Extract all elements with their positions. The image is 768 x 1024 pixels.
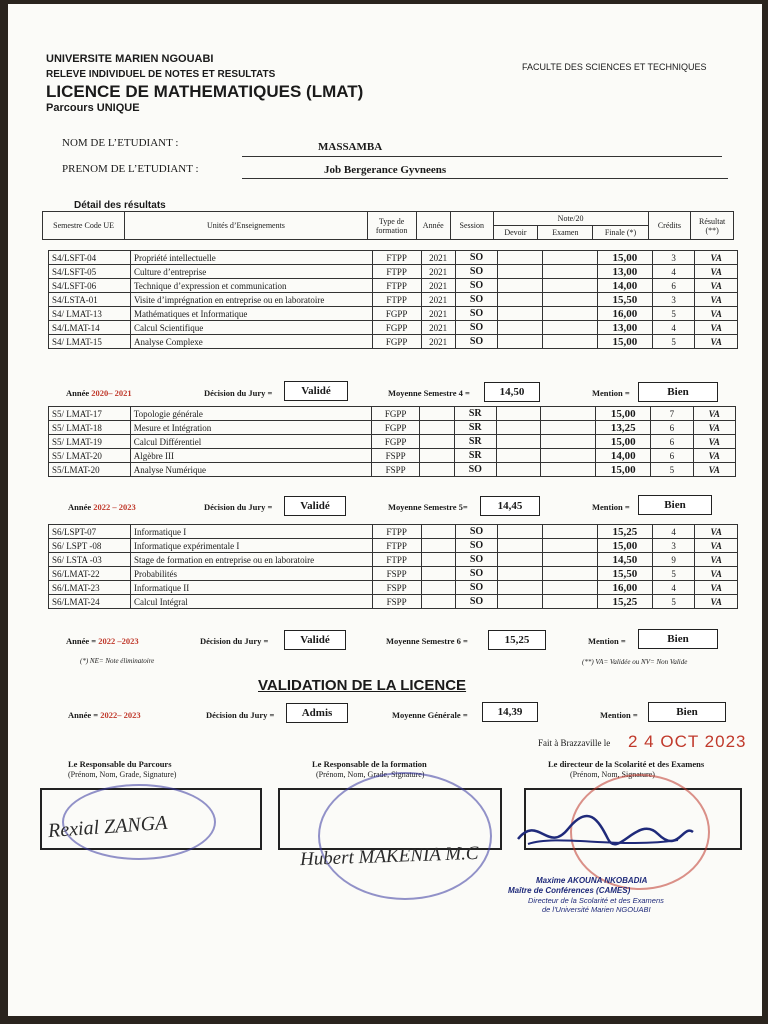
student-name: MASSAMBA	[318, 141, 383, 153]
student-firstname-label: PRENOM DE L’ETUDIANT :	[62, 163, 199, 175]
ue-year: 2021	[421, 293, 455, 307]
details-title: Détail des résultats	[74, 200, 166, 211]
ue-result: VA	[695, 335, 738, 349]
grade-devoir	[496, 463, 540, 477]
grade-devoir	[496, 421, 540, 435]
ue-session: SR	[454, 407, 496, 421]
grade-examen	[542, 321, 597, 335]
ue-session: SO	[455, 595, 498, 609]
ue-name: Technique d’expression et communication	[130, 279, 372, 293]
ue-year	[420, 407, 454, 421]
ue-result: VA	[695, 567, 738, 581]
ue-name: Stage de formation en entreprise ou en laboratoire	[130, 553, 372, 567]
ue-year	[421, 595, 455, 609]
student-firstname: Job Bergerance Gyvneens	[324, 164, 447, 176]
director-role: Directeur de la Scolarité et des Examens	[528, 896, 664, 905]
director-grade: Maître de Conférences (CAMES)	[508, 886, 631, 895]
ue-name: Probabilités	[130, 567, 372, 581]
ue-name: Mathématiques et Informatique	[130, 307, 372, 321]
col-devoir: Devoir	[493, 226, 538, 240]
grade-examen	[541, 435, 596, 449]
grade-devoir	[498, 553, 543, 567]
ue-name: Analyse Numérique	[130, 463, 371, 477]
sem5-mention: Bien	[638, 495, 712, 515]
final-jury-decision: Admis	[286, 703, 348, 723]
grade-final: 13,25	[596, 421, 651, 435]
grade-examen	[542, 279, 597, 293]
sem5-average: 14,45	[480, 496, 540, 516]
ue-name: Algèbre III	[130, 449, 371, 463]
grade-final: 14,00	[596, 449, 651, 463]
date-stamp: 2 4 OCT 2023	[628, 732, 747, 751]
ue-code: S5/LMAT-20	[49, 463, 131, 477]
table-row	[49, 407, 736, 421]
grade-examen	[542, 335, 597, 349]
ue-name: Calcul Intégral	[130, 595, 372, 609]
sem4-jury-decision: Validé	[284, 381, 348, 401]
table-row	[49, 567, 738, 581]
col-code: Semestre Code UE	[43, 212, 125, 240]
grade-devoir	[498, 321, 543, 335]
grade-examen	[542, 525, 597, 539]
ue-result: VA	[693, 421, 735, 435]
semester-5-table	[48, 406, 736, 477]
table-row	[49, 307, 738, 321]
ue-code: S6/ LSTA -03	[49, 553, 131, 567]
grade-devoir	[496, 407, 540, 421]
sem4-mention-label: Mention =	[592, 388, 630, 398]
sem6-average-label: Moyenne Semestre 6 =	[386, 636, 468, 646]
ue-credits: 5	[652, 307, 695, 321]
ue-year: 2021	[421, 321, 455, 335]
ue-credits: 3	[652, 251, 695, 265]
formation-type: FGPP	[371, 407, 420, 421]
final-average: 14,39	[482, 702, 538, 722]
results-table-header	[42, 211, 734, 240]
ue-year	[421, 525, 455, 539]
sem5-mention-label: Mention =	[592, 502, 630, 512]
grade-devoir	[498, 335, 543, 349]
firstname-underline	[242, 178, 728, 179]
formation-type: FSPP	[372, 595, 421, 609]
grade-examen	[542, 265, 597, 279]
signatory-2-title: Le Responsable de la formation	[312, 759, 427, 769]
grade-final: 15,50	[597, 293, 652, 307]
col-examen: Examen	[538, 226, 593, 240]
ue-name: Culture d’entreprise	[130, 265, 372, 279]
formation-type: FGPP	[372, 321, 421, 335]
table-row	[49, 279, 738, 293]
signatory-3-title: Le directeur de la Scolarité et des Examens	[548, 759, 705, 769]
signature-3-scribble	[508, 794, 698, 864]
signature-2-handwriting: Hubert MAKENIA M.C	[299, 842, 479, 871]
sem5-jury-decision: Validé	[284, 496, 346, 516]
ue-session: SO	[455, 251, 498, 265]
table-row	[49, 449, 736, 463]
ue-code: S6/ LSPT -08	[49, 539, 131, 553]
ue-name: Analyse Complexe	[130, 335, 372, 349]
grade-devoir	[498, 293, 543, 307]
sem6-year: Année = 2022 –2023	[66, 636, 139, 646]
ue-year	[421, 581, 455, 595]
grade-final: 15,50	[597, 567, 652, 581]
formation-type: FGPP	[372, 307, 421, 321]
semester-4-table	[48, 250, 738, 349]
ue-result: VA	[693, 435, 735, 449]
ue-name: Informatique I	[130, 525, 372, 539]
ue-credits: 3	[652, 293, 695, 307]
ue-session: SO	[454, 463, 496, 477]
signature-1-handwriting: Rexial ZANGA	[47, 811, 169, 843]
ue-code: S5/ LMAT-18	[49, 421, 131, 435]
ue-year: 2021	[421, 265, 455, 279]
ue-session: SR	[454, 449, 496, 463]
table-row	[49, 595, 738, 609]
faculty-name: FACULTE DES SCIENCES ET TECHNIQUES	[522, 62, 707, 72]
formation-type: FSPP	[372, 581, 421, 595]
document-type: RELEVE INDIVIDUEL DE NOTES ET RESULTATS	[46, 69, 276, 80]
ue-code: S4/ LMAT-13	[49, 307, 131, 321]
final-mention-label: Mention =	[600, 710, 638, 720]
grade-devoir	[498, 595, 543, 609]
ue-credits: 7	[651, 407, 693, 421]
grade-devoir	[496, 435, 540, 449]
ue-result: VA	[693, 407, 735, 421]
grade-examen	[541, 463, 596, 477]
official-stamp-2	[318, 772, 492, 900]
ue-session: SR	[454, 421, 496, 435]
grade-final: 13,00	[597, 265, 652, 279]
ue-result: VA	[695, 279, 738, 293]
ue-name: Visite d’imprégnation en entreprise ou en laboratoire	[130, 293, 372, 307]
formation-type: FTPP	[372, 293, 421, 307]
col-credits: Crédits	[648, 212, 691, 240]
grade-examen	[542, 293, 597, 307]
ue-session: SO	[455, 581, 498, 595]
formation-type: FGPP	[372, 335, 421, 349]
degree-title: LICENCE DE MATHEMATIQUES (LMAT)	[46, 82, 364, 101]
formation-type: FGPP	[371, 435, 420, 449]
university-name: UNIVERSITE MARIEN NGOUABI	[46, 53, 214, 65]
ue-credits: 4	[652, 265, 695, 279]
ue-code: S6/LSPT-07	[49, 525, 131, 539]
signatory-3-sub: (Prénom, Nom, Signature)	[570, 770, 655, 779]
grade-examen	[541, 421, 596, 435]
sem5-average-label: Moyenne Semestre 5=	[388, 502, 468, 512]
ue-code: S6/LMAT-23	[49, 581, 131, 595]
col-result: Résultat (**)	[691, 212, 734, 240]
col-unit: Unités d’Enseignements	[125, 212, 367, 240]
grade-devoir	[498, 307, 543, 321]
grade-examen	[541, 449, 596, 463]
ue-credits: 6	[651, 449, 693, 463]
ue-name: Calcul Scientifique	[130, 321, 372, 335]
track-label: Parcours UNIQUE	[46, 102, 140, 114]
ue-name: Mesure et Intégration	[130, 421, 371, 435]
ue-code: S6/LMAT-24	[49, 595, 131, 609]
director-institution: de l'Université Marien NGOUABI	[542, 905, 651, 914]
final-jury-label: Décision du Jury =	[206, 710, 275, 720]
name-underline	[242, 156, 722, 157]
ue-result: VA	[695, 321, 738, 335]
ue-year: 2021	[421, 279, 455, 293]
ue-code: S4/LSFT-06	[49, 279, 131, 293]
ue-result: VA	[695, 595, 738, 609]
grade-devoir	[498, 581, 543, 595]
ue-year	[420, 421, 454, 435]
grade-examen	[542, 307, 597, 321]
signatory-1-sub: (Prénom, Nom, Grade, Signature)	[68, 770, 177, 779]
ue-result: VA	[693, 463, 735, 477]
ue-session: SO	[455, 567, 498, 581]
table-row	[49, 463, 736, 477]
ue-credits: 4	[652, 321, 695, 335]
grade-examen	[542, 567, 597, 581]
table-row	[49, 321, 738, 335]
grade-devoir	[498, 539, 543, 553]
ue-session: SO	[455, 321, 498, 335]
ue-credits: 6	[651, 435, 693, 449]
ue-name: Informatique expérimentale I	[130, 539, 372, 553]
table-row	[49, 581, 738, 595]
table-row	[49, 293, 738, 307]
table-row	[49, 525, 738, 539]
ue-name: Calcul Différentiel	[130, 435, 371, 449]
grade-final: 15,00	[597, 539, 652, 553]
col-session: Session	[450, 212, 493, 240]
grade-final: 15,00	[597, 335, 652, 349]
grade-devoir	[496, 449, 540, 463]
sem4-average: 14,50	[484, 382, 540, 402]
ue-code: S4/LSFT-04	[49, 251, 131, 265]
semester-6-table	[48, 524, 738, 609]
student-name-label: NOM DE L’ETUDIANT :	[62, 137, 179, 149]
grade-examen	[542, 553, 597, 567]
ue-session: SO	[455, 539, 498, 553]
formation-type: FSPP	[372, 567, 421, 581]
ue-session: SO	[455, 293, 498, 307]
grade-final: 15,25	[597, 595, 652, 609]
sem4-mention: Bien	[638, 382, 718, 402]
formation-type: FSPP	[371, 449, 420, 463]
ue-year: 2021	[421, 307, 455, 321]
ue-result: VA	[695, 525, 738, 539]
formation-type: FSPP	[371, 463, 420, 477]
sem5-jury-label: Décision du Jury =	[204, 502, 273, 512]
table-row	[49, 265, 738, 279]
table-row	[49, 335, 738, 349]
signatory-2-sub: (Prénom, Nom, Grade, Signature)	[316, 770, 425, 779]
grade-devoir	[498, 525, 543, 539]
grade-examen	[542, 595, 597, 609]
grade-final: 16,00	[597, 581, 652, 595]
sem4-average-label: Moyenne Semestre 4 =	[388, 388, 470, 398]
ue-credits: 5	[652, 595, 695, 609]
grade-final: 15,00	[596, 407, 651, 421]
table-row	[49, 421, 736, 435]
ue-result: VA	[695, 307, 738, 321]
ue-result: VA	[695, 539, 738, 553]
col-finale: Finale (*)	[593, 226, 648, 240]
ue-year	[421, 539, 455, 553]
ue-session: SO	[455, 307, 498, 321]
sem4-jury-label: Décision du Jury =	[204, 388, 273, 398]
grade-examen	[542, 251, 597, 265]
ue-year: 2021	[421, 251, 455, 265]
formation-type: FTPP	[372, 539, 421, 553]
table-row	[49, 435, 736, 449]
col-year: Année	[416, 212, 450, 240]
ue-session: SO	[455, 335, 498, 349]
table-row	[49, 539, 738, 553]
ue-code: S5/ LMAT-17	[49, 407, 131, 421]
col-notes: Note/20	[493, 212, 648, 226]
grade-final: 13,00	[597, 321, 652, 335]
ue-result: VA	[695, 581, 738, 595]
ue-credits: 4	[652, 581, 695, 595]
ue-code: S5/ LMAT-19	[49, 435, 131, 449]
ue-credits: 3	[652, 539, 695, 553]
formation-type: FTPP	[372, 553, 421, 567]
grade-final: 15,00	[596, 463, 651, 477]
ue-code: S4/ LMAT-15	[49, 335, 131, 349]
final-year: Année = 2022– 2023	[68, 710, 141, 720]
grade-examen	[541, 407, 596, 421]
formation-type: FTPP	[372, 279, 421, 293]
ue-session: SO	[455, 279, 498, 293]
ue-year	[420, 463, 454, 477]
ue-code: S5/ LMAT-20	[49, 449, 131, 463]
grade-final: 14,00	[597, 279, 652, 293]
sem5-year: Année 2022 – 2023	[68, 502, 136, 512]
ue-session: SR	[454, 435, 496, 449]
ue-session: SO	[455, 525, 498, 539]
sem6-mention: Bien	[638, 629, 718, 649]
grade-final: 15,00	[597, 251, 652, 265]
ue-result: VA	[695, 251, 738, 265]
final-mention: Bien	[648, 702, 726, 722]
ue-session: SO	[455, 265, 498, 279]
ue-credits: 6	[651, 421, 693, 435]
sem6-mention-label: Mention =	[588, 636, 626, 646]
formation-type: FTPP	[372, 251, 421, 265]
ue-code: S4/LSFT-05	[49, 265, 131, 279]
ue-year	[420, 435, 454, 449]
ue-year	[421, 553, 455, 567]
ue-name: Informatique II	[130, 581, 372, 595]
footnote-left: (*) NE= Note éliminatoire	[80, 657, 155, 665]
footnote-right: (**) VA= Validée ou NV= Non Valide	[582, 658, 688, 666]
ue-credits: 6	[652, 279, 695, 293]
ue-result: VA	[695, 293, 738, 307]
ue-credits: 9	[652, 553, 695, 567]
ue-credits: 5	[651, 463, 693, 477]
formation-type: FTPP	[372, 265, 421, 279]
grade-final: 14,50	[597, 553, 652, 567]
sem6-jury-decision: Validé	[284, 630, 346, 650]
grade-final: 15,25	[597, 525, 652, 539]
ue-year	[421, 567, 455, 581]
grade-devoir	[498, 567, 543, 581]
grade-devoir	[498, 251, 543, 265]
ue-code: S4/LSTA-01	[49, 293, 131, 307]
grade-final: 16,00	[597, 307, 652, 321]
grade-final: 15,00	[596, 435, 651, 449]
sem4-year: Année 2020– 2021	[66, 388, 132, 398]
table-row	[49, 251, 738, 265]
final-average-label: Moyenne Générale =	[392, 710, 468, 720]
ue-result: VA	[695, 553, 738, 567]
ue-name: Topologie générale	[130, 407, 371, 421]
sem6-jury-label: Décision du Jury =	[200, 636, 269, 646]
ue-year: 2021	[421, 335, 455, 349]
formation-type: FTPP	[372, 525, 421, 539]
col-type: Type de formation	[367, 212, 416, 240]
ue-credits: 5	[652, 335, 695, 349]
ue-session: SO	[455, 553, 498, 567]
ue-name: Propriété intellectuelle	[130, 251, 372, 265]
grade-examen	[542, 581, 597, 595]
ue-result: VA	[693, 449, 735, 463]
ue-credits: 4	[652, 525, 695, 539]
sem6-average: 15,25	[488, 630, 546, 650]
signatory-1-title: Le Responsable du Parcours	[68, 759, 172, 769]
formation-type: FGPP	[371, 421, 420, 435]
validation-title: VALIDATION DE LA LICENCE	[258, 677, 467, 694]
place-label: Fait à Brazzaville le	[538, 738, 611, 748]
ue-year	[420, 449, 454, 463]
ue-code: S4/LMAT-14	[49, 321, 131, 335]
transcript-page	[8, 4, 762, 1016]
table-row	[49, 553, 738, 567]
ue-code: S6/LMAT-22	[49, 567, 131, 581]
grade-devoir	[498, 265, 543, 279]
ue-credits: 5	[652, 567, 695, 581]
grade-examen	[542, 539, 597, 553]
director-name: Maxime AKOUNA NKOBADIA	[536, 876, 648, 885]
grade-devoir	[498, 279, 543, 293]
ue-result: VA	[695, 265, 738, 279]
